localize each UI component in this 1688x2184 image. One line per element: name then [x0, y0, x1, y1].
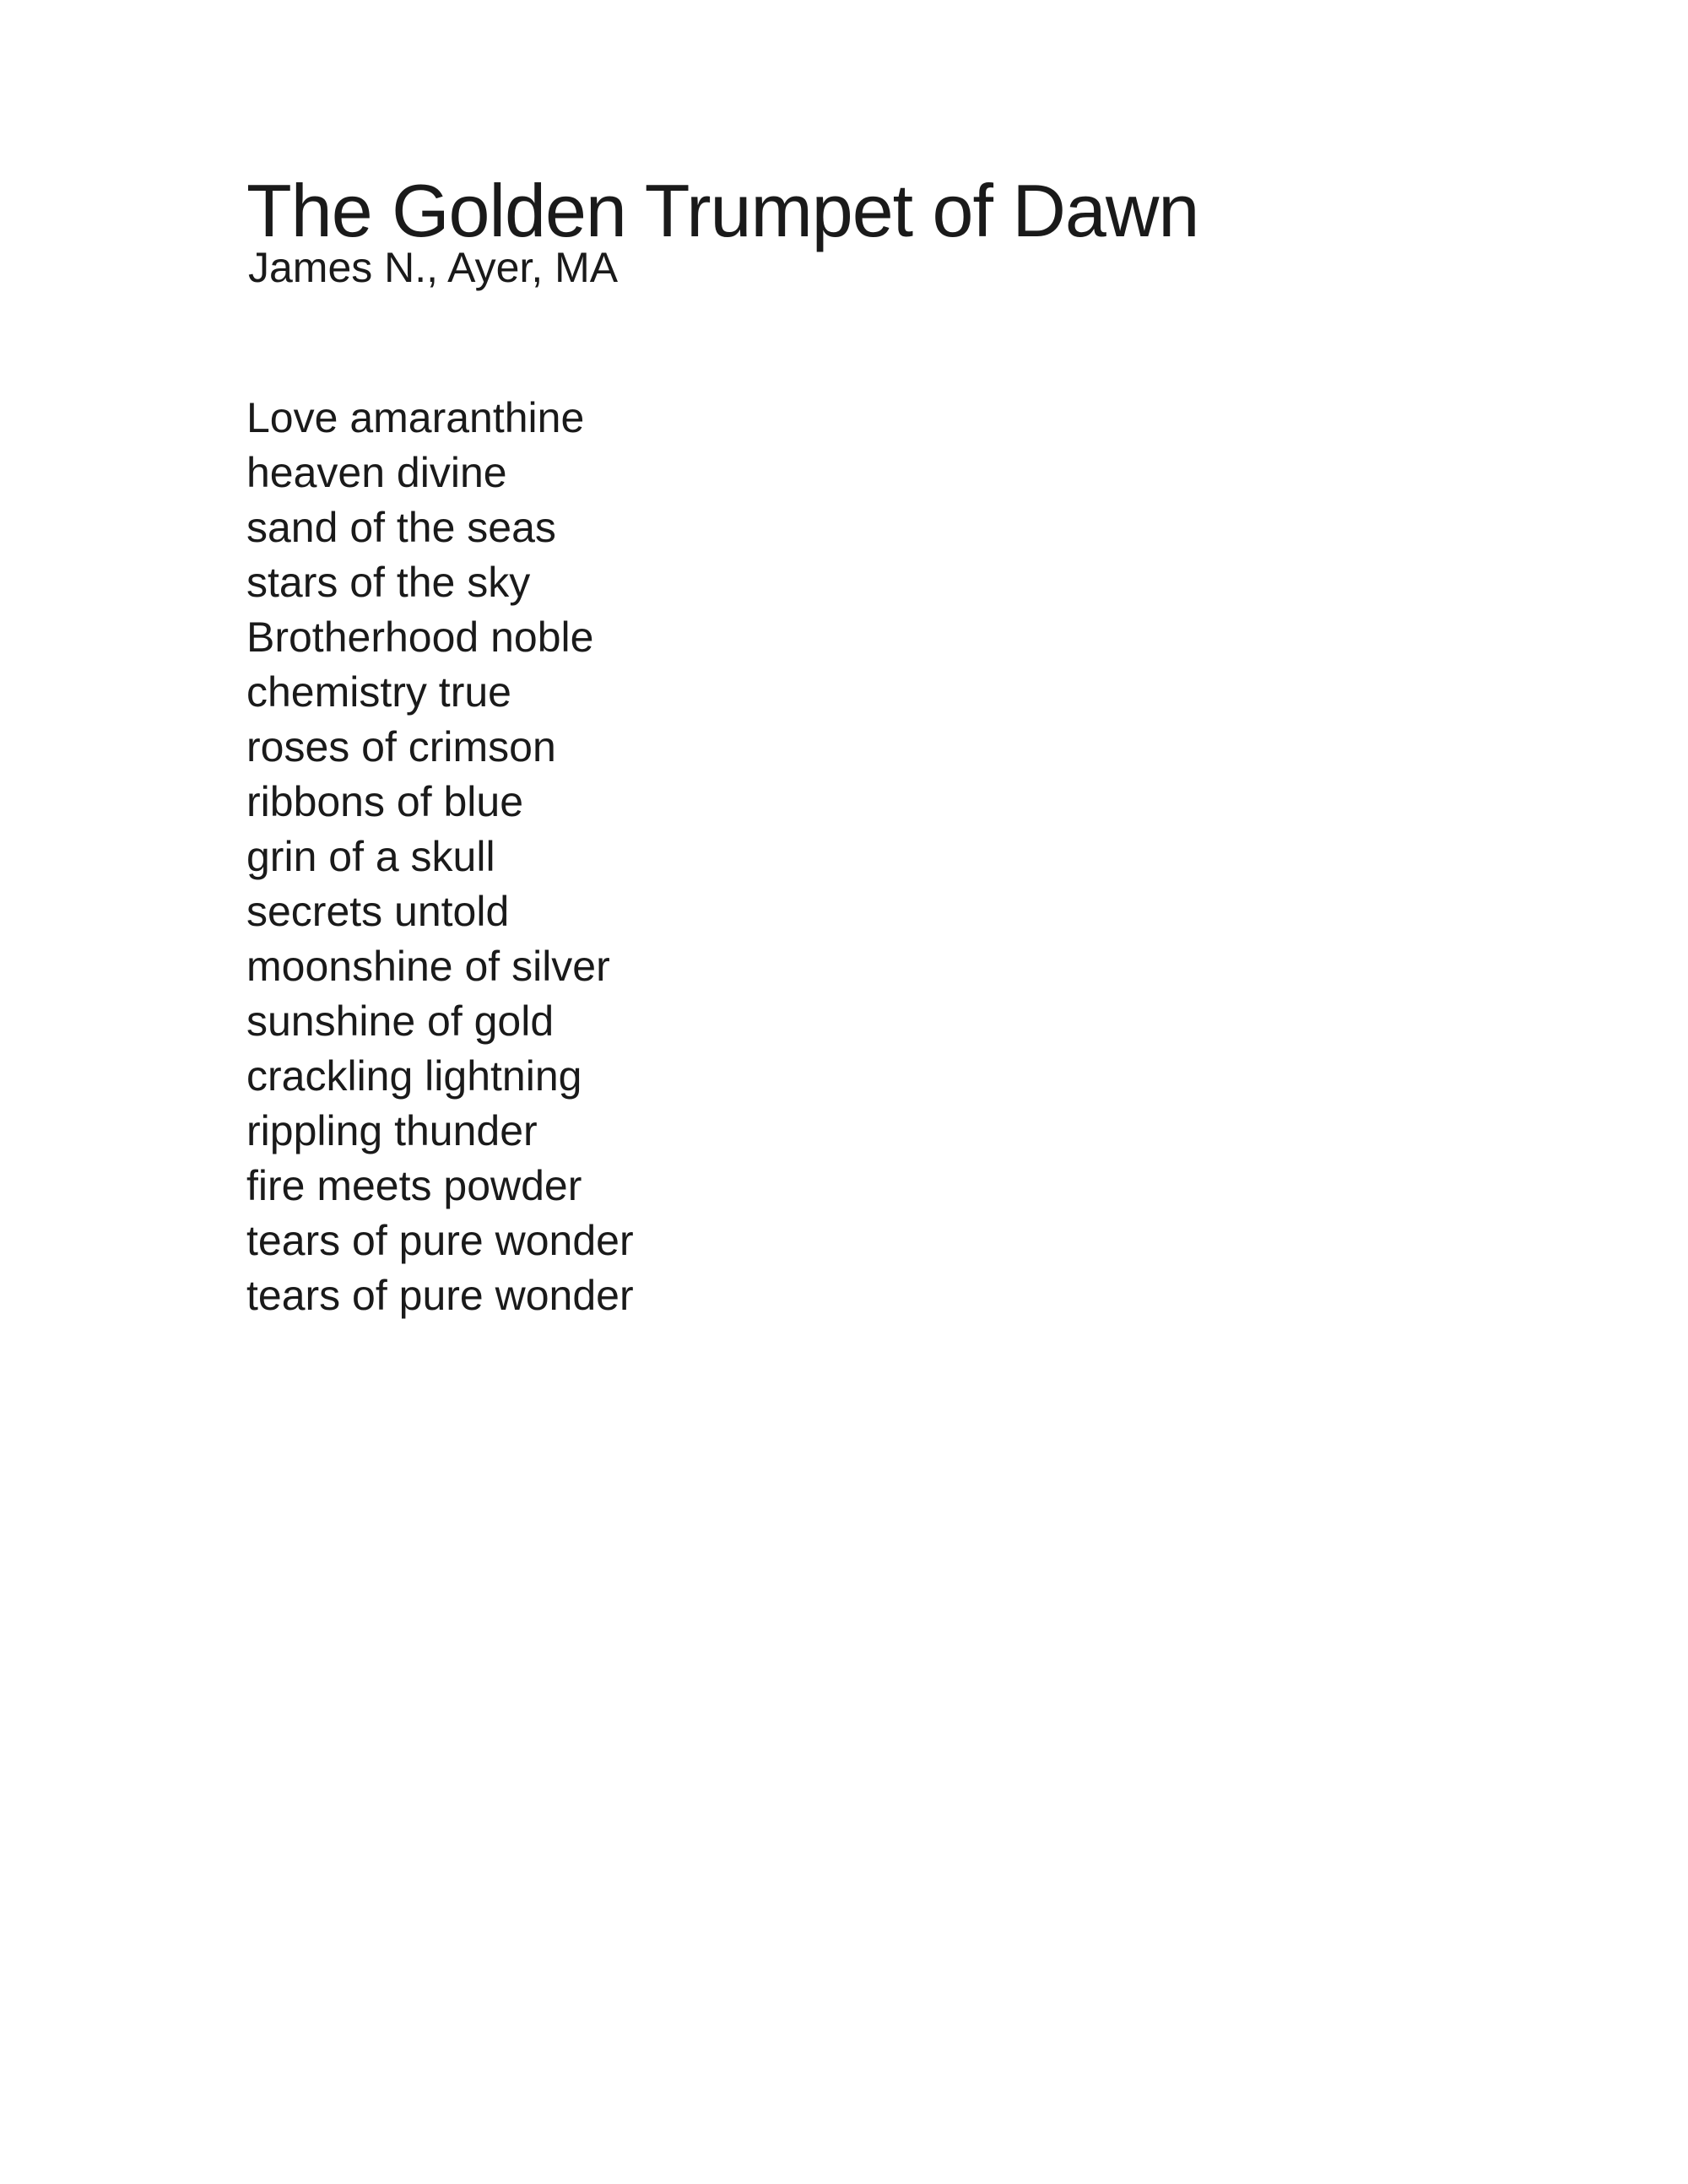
poem-line: tears of pure wonder	[246, 1272, 634, 1319]
poem-line: tears of pure wonder	[246, 1217, 634, 1264]
poem-line: sunshine of gold	[246, 997, 555, 1045]
poem-author: James N., Ayer, MA	[248, 244, 619, 291]
poem-line: grin of a skull	[246, 833, 495, 880]
poem-line: secrets untold	[246, 888, 510, 935]
poem-line: rippling thunder	[246, 1107, 538, 1154]
poem-line: ribbons of blue	[246, 778, 524, 825]
poem-title: The Golden Trumpet of Dawn	[246, 169, 1199, 252]
poem-line: chemistry true	[246, 668, 511, 716]
poem-line: heaven divine	[246, 449, 507, 496]
poem-line: fire meets powder	[246, 1162, 582, 1209]
poem-line: Love amaranthine	[246, 394, 585, 441]
poem-line: Brotherhood noble	[246, 614, 594, 661]
poem-line: moonshine of silver	[246, 943, 610, 990]
poem-line: stars of the sky	[246, 559, 531, 606]
poem-body	[246, 391, 634, 1323]
poem-line: crackling lightning	[246, 1052, 582, 1100]
poem-line: sand of the seas	[246, 504, 556, 551]
poem-line: roses of crimson	[246, 723, 556, 770]
